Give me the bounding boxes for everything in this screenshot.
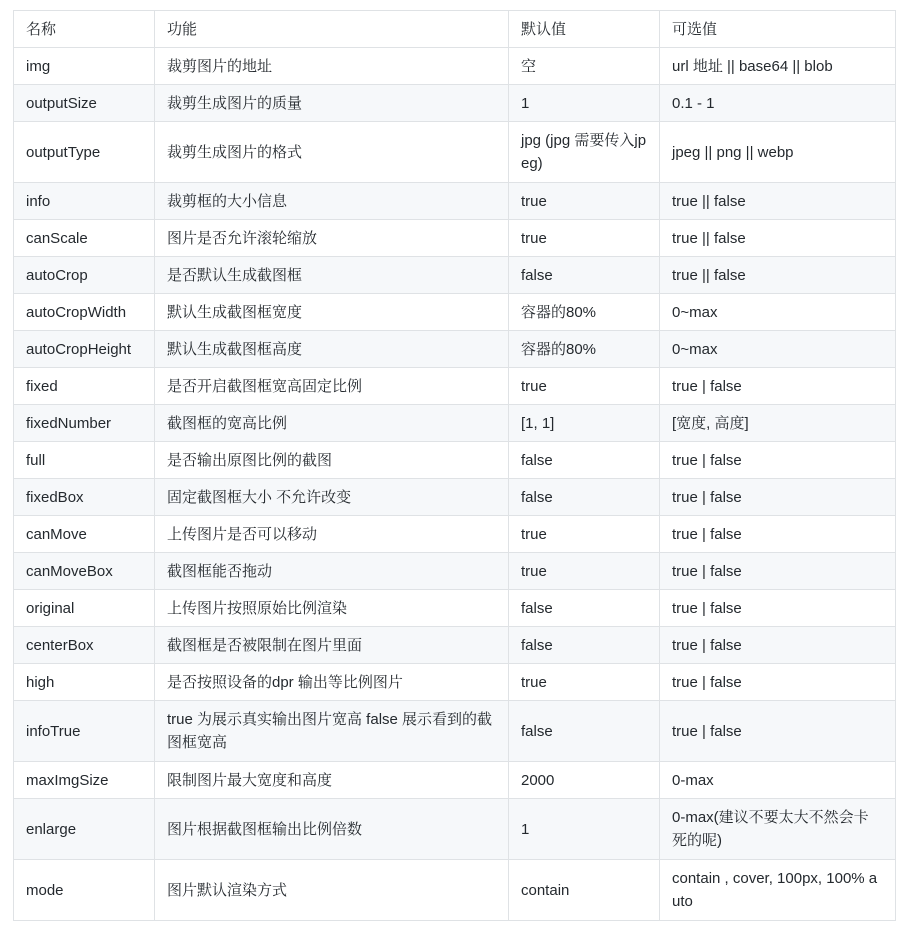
cell-default: true	[509, 368, 660, 405]
cell-name: fixedNumber	[14, 405, 155, 442]
table-row	[14, 553, 896, 590]
cell-options: true | false	[660, 701, 896, 762]
table-row	[14, 122, 896, 183]
cell-function: 截图框能否拖动	[155, 553, 509, 590]
cell-function: 限制图片最大宽度和高度	[155, 762, 509, 799]
cell-options: true | false	[660, 442, 896, 479]
cell-options: 0-max	[660, 762, 896, 799]
table-row	[14, 479, 896, 516]
cell-options: true | false	[660, 368, 896, 405]
table-row	[14, 860, 896, 921]
cell-default: 2000	[509, 762, 660, 799]
cell-default: true	[509, 220, 660, 257]
cell-name: canMoveBox	[14, 553, 155, 590]
cell-options: true | false	[660, 516, 896, 553]
cell-default: false	[509, 701, 660, 762]
cell-options: [宽度, 高度]	[660, 405, 896, 442]
cell-name: img	[14, 48, 155, 85]
table-row	[14, 368, 896, 405]
cell-options: true | false	[660, 553, 896, 590]
cell-function: 上传图片按照原始比例渲染	[155, 590, 509, 627]
cell-name: canScale	[14, 220, 155, 257]
cell-function: 裁剪生成图片的格式	[155, 122, 509, 183]
cell-default: 1	[509, 799, 660, 860]
cell-function: 截图框的宽高比例	[155, 405, 509, 442]
cell-function: 裁剪框的大小信息	[155, 183, 509, 220]
cell-default: 空	[509, 48, 660, 85]
cell-name: autoCropHeight	[14, 331, 155, 368]
cell-function: 默认生成截图框宽度	[155, 294, 509, 331]
table-row	[14, 701, 896, 762]
cell-function: 截图框是否被限制在图片里面	[155, 627, 509, 664]
table-row	[14, 183, 896, 220]
cell-options: true || false	[660, 257, 896, 294]
cell-default: 1	[509, 85, 660, 122]
table-row	[14, 516, 896, 553]
cell-options: 0-max(建议不要太大不然会卡死的呢)	[660, 799, 896, 860]
cell-name: maxImgSize	[14, 762, 155, 799]
cell-function: 是否按照设备的dpr 输出等比例图片	[155, 664, 509, 701]
table-row	[14, 220, 896, 257]
cell-name: autoCropWidth	[14, 294, 155, 331]
cell-options: true | false	[660, 664, 896, 701]
header-name: 名称	[14, 11, 155, 48]
cell-default: true	[509, 516, 660, 553]
table-row	[14, 590, 896, 627]
cell-function: 固定截图框大小 不允许改变	[155, 479, 509, 516]
header-function: 功能	[155, 11, 509, 48]
cell-default: false	[509, 257, 660, 294]
cell-options: url 地址 || base64 || blob	[660, 48, 896, 85]
cell-function: 默认生成截图框高度	[155, 331, 509, 368]
cell-options: 0~max	[660, 294, 896, 331]
table-row	[14, 257, 896, 294]
table-row	[14, 405, 896, 442]
cell-default: 容器的80%	[509, 331, 660, 368]
cell-options: true || false	[660, 220, 896, 257]
cell-default: false	[509, 479, 660, 516]
cell-name: fixedBox	[14, 479, 155, 516]
cell-function: 图片根据截图框输出比例倍数	[155, 799, 509, 860]
cell-function: 裁剪图片的地址	[155, 48, 509, 85]
table-row	[14, 294, 896, 331]
table-header-row	[14, 11, 896, 48]
cell-default: false	[509, 627, 660, 664]
cell-options: jpeg || png || webp	[660, 122, 896, 183]
cell-default: true	[509, 664, 660, 701]
table-row	[14, 48, 896, 85]
table-row	[14, 762, 896, 799]
cell-function: true 为展示真实输出图片宽高 false 展示看到的截图框宽高	[155, 701, 509, 762]
cell-options: contain , cover, 100px, 100% auto	[660, 860, 896, 921]
cell-name: original	[14, 590, 155, 627]
cell-default: false	[509, 590, 660, 627]
cell-options: true | false	[660, 627, 896, 664]
cell-function: 裁剪生成图片的质量	[155, 85, 509, 122]
cell-function: 是否开启截图框宽高固定比例	[155, 368, 509, 405]
cell-default: true	[509, 183, 660, 220]
cell-default: jpg (jpg 需要传入jpeg)	[509, 122, 660, 183]
table-row	[14, 664, 896, 701]
cell-default: false	[509, 442, 660, 479]
cell-name: canMove	[14, 516, 155, 553]
cell-default: contain	[509, 860, 660, 921]
cell-function: 是否输出原图比例的截图	[155, 442, 509, 479]
cell-name: centerBox	[14, 627, 155, 664]
cell-name: outputType	[14, 122, 155, 183]
options-table-container	[13, 10, 895, 921]
cell-name: autoCrop	[14, 257, 155, 294]
cell-options: true || false	[660, 183, 896, 220]
cell-name: info	[14, 183, 155, 220]
cell-name: enlarge	[14, 799, 155, 860]
cell-name: infoTrue	[14, 701, 155, 762]
options-table	[13, 10, 896, 921]
table-row	[14, 85, 896, 122]
cell-function: 上传图片是否可以移动	[155, 516, 509, 553]
cell-default: 容器的80%	[509, 294, 660, 331]
cell-default: true	[509, 553, 660, 590]
cell-name: fixed	[14, 368, 155, 405]
table-row	[14, 331, 896, 368]
cell-function: 是否默认生成截图框	[155, 257, 509, 294]
cell-function: 图片默认渲染方式	[155, 860, 509, 921]
cell-name: full	[14, 442, 155, 479]
cell-name: high	[14, 664, 155, 701]
table-row	[14, 442, 896, 479]
cell-function: 图片是否允许滚轮缩放	[155, 220, 509, 257]
header-options: 可选值	[660, 11, 896, 48]
cell-default: [1, 1]	[509, 405, 660, 442]
cell-options: 0~max	[660, 331, 896, 368]
table-row	[14, 799, 896, 860]
cell-options: 0.1 - 1	[660, 85, 896, 122]
cell-name: outputSize	[14, 85, 155, 122]
cell-options: true | false	[660, 590, 896, 627]
header-default: 默认值	[509, 11, 660, 48]
cell-name: mode	[14, 860, 155, 921]
cell-options: true | false	[660, 479, 896, 516]
table-row	[14, 627, 896, 664]
